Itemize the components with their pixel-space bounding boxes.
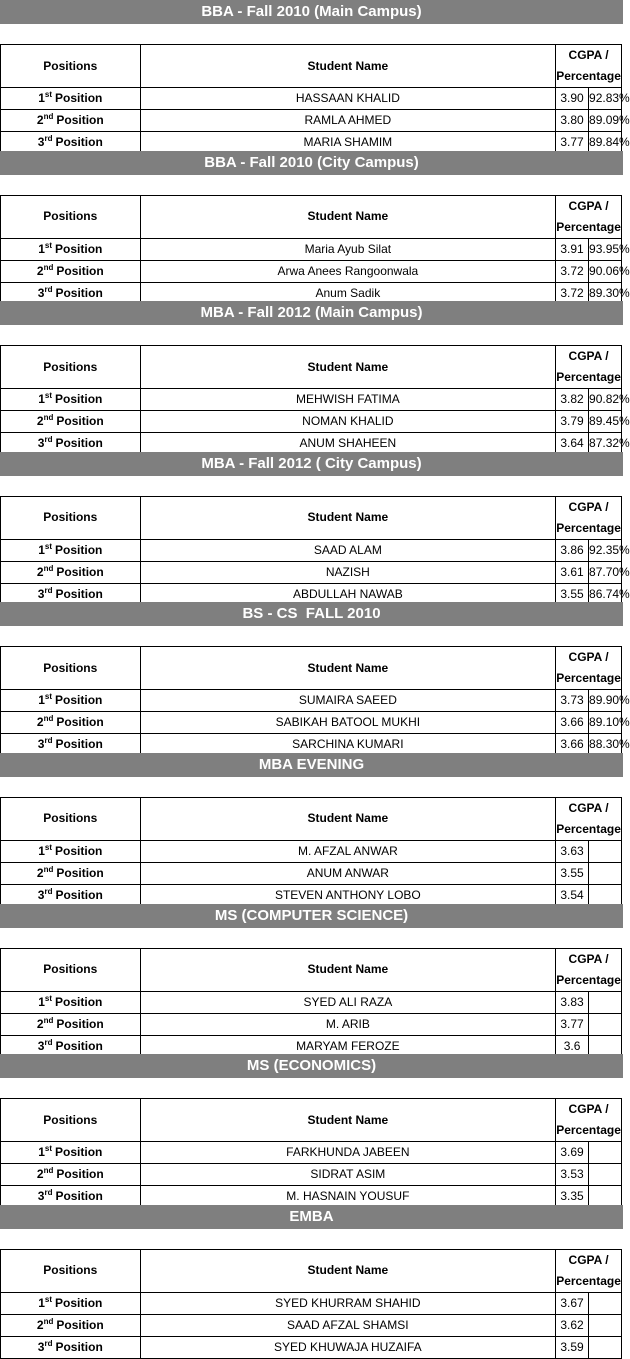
student-name: SUMAIRA SAEED [140,690,555,712]
student-name: SABIKAH BATOOL MUKHI [140,712,555,734]
section-bs-cs-fall-2010 [0,602,630,753]
position-suffix: nd [43,1015,54,1025]
position-word: Position [56,1167,104,1182]
position-number: 1 [38,241,45,256]
table-header-row [1,797,622,840]
section-bba-fall-2010-main-campus [0,0,630,151]
position-suffix: nd [43,864,54,874]
position-word: Position [55,737,103,752]
position-word: Position [56,113,104,127]
cgpa-value: 3.73 [556,690,589,712]
student-name-header: Student Name [140,948,555,991]
position-label [1,260,141,282]
table-header-row [1,1249,622,1292]
student-name: M. ARIB [140,1013,555,1035]
section-title: MS (ECONOMICS) [0,1054,623,1078]
percentage-value [589,862,622,884]
cgpa-value: 3.79 [556,411,589,433]
position-label [1,88,141,110]
position-number: 3 [37,586,45,601]
results-table [0,44,630,154]
position-number: 2 [36,1167,44,1182]
position-number: 1 [38,392,45,407]
position-number: 2 [36,1317,44,1332]
section-mba-fall-2012-city-campus [0,452,630,603]
percentage-value: 86.74% [589,583,622,605]
position-label [1,1314,141,1336]
position-suffix: nd [43,413,54,423]
position-label [1,1336,141,1358]
position-suffix: rd [44,886,53,896]
positions-header: Positions [1,45,141,88]
position-number: 1 [38,542,45,557]
position-suffix: rd [44,736,53,746]
position-suffix: st [44,842,53,852]
position-word: Position [55,994,103,1009]
positions-header: Positions [1,346,141,389]
table-row [1,840,622,862]
position-word: Position [55,586,103,601]
percentage-value: 89.10% [589,712,622,734]
position-label [1,539,141,561]
student-name: SAAD ALAM [140,539,555,561]
position-word: Position [55,285,103,300]
position-label [1,712,141,734]
table-row [1,260,622,282]
position-label [1,1142,141,1164]
percentage-value: 87.32% [589,433,622,455]
student-name: MEHWISH FATIMA [140,389,555,411]
cgpa-value: 3.55 [556,862,589,884]
student-name-header: Student Name [140,647,555,690]
table-header-row [1,1099,622,1142]
position-word: Position [56,865,104,880]
position-suffix: st [44,993,53,1003]
cgpa-value: 3.82 [556,389,589,411]
table-header-row [1,346,622,389]
results-table [0,797,622,907]
cgpa-value: 3.63 [556,840,589,862]
percentage-value: 88.30% [589,734,622,756]
student-name: Anum Sadik [140,282,555,304]
table-row [1,110,622,132]
student-name: ANUM SHAHEEN [140,433,555,455]
position-word: Position [56,1016,104,1031]
table-row [1,1142,622,1164]
cgpa-value: 3.69 [556,1142,589,1164]
position-number: 1 [38,91,45,105]
percentage-value: 90.06% [589,260,622,282]
cgpa-value: 3.61 [556,561,589,583]
table-row [1,1164,622,1186]
percentage-value: 89.09% [589,110,622,132]
table-row [1,88,622,110]
percentage-value: 89.84% [589,132,622,154]
section-title: MBA - Fall 2012 (Main Campus) [0,301,623,325]
table-row [1,238,622,260]
position-label [1,862,141,884]
position-suffix: rd [44,1338,53,1348]
student-name: SYED ALI RAZA [140,991,555,1013]
percentage-value [589,1142,622,1164]
student-name: HASSAAN KHALID [140,88,555,110]
table-row [1,1314,622,1336]
position-number: 1 [38,1145,45,1160]
cgpa-value: 3.72 [556,260,589,282]
cgpa-percentage-header: CGPA / Percentage [556,948,622,991]
section-title: MBA - Fall 2012 ( City Campus) [0,452,623,476]
student-name: Maria Ayub Silat [140,238,555,260]
position-suffix: st [44,1294,53,1304]
cgpa-percentage-header: CGPA / Percentage [556,346,622,389]
section-title: BS - CS FALL 2010 [0,602,623,626]
percentage-value: 89.30% [589,282,622,304]
position-word: Position [56,263,104,278]
position-number: 3 [37,436,45,451]
cgpa-percentage-header: CGPA / Percentage [556,45,622,88]
position-number: 2 [36,263,44,278]
position-number: 3 [37,887,45,902]
student-name: SYED KHURRAM SHAHID [140,1292,555,1314]
position-suffix: rd [44,1188,53,1198]
position-word: Position [55,1339,103,1354]
position-suffix: st [44,391,53,401]
table-header-row [1,948,622,991]
percentage-value: 93.95% [589,238,622,260]
cgpa-value: 3.59 [556,1336,589,1358]
cgpa-value: 3.77 [556,1013,589,1035]
student-name: SIDRAT ASIM [140,1164,555,1186]
section-bba-fall-2010-city-campus [0,151,630,302]
positions-header: Positions [1,496,141,539]
table-row [1,1336,622,1358]
position-word: Position [55,542,103,557]
position-number: 2 [36,113,44,127]
student-name: STEVEN ANTHONY LOBO [140,884,555,906]
cgpa-value: 3.64 [556,433,589,455]
student-name: FARKHUNDA JABEEN [140,1142,555,1164]
results-table [0,496,630,606]
percentage-value [589,1314,622,1336]
position-word: Position [55,135,103,149]
position-number: 2 [36,414,44,429]
table-row [1,1292,622,1314]
percentage-value: 87.70% [589,561,622,583]
percentage-value: 89.45% [589,411,622,433]
student-name-header: Student Name [140,195,555,238]
position-word: Position [56,1317,104,1332]
student-name-header: Student Name [140,797,555,840]
position-number: 2 [36,865,44,880]
position-number: 1 [38,843,45,858]
cgpa-value: 3.35 [556,1186,589,1208]
table-header-row [1,647,622,690]
position-label [1,1164,141,1186]
position-suffix: rd [44,134,53,143]
position-number: 3 [37,737,45,752]
cgpa-percentage-header: CGPA / Percentage [556,1249,622,1292]
table-row [1,862,622,884]
cgpa-value: 3.66 [556,712,589,734]
student-name: M. HASNAIN YOUSUF [140,1186,555,1208]
position-number: 3 [37,135,45,149]
positions-header: Positions [1,195,141,238]
student-name: NAZISH [140,561,555,583]
position-number: 2 [36,564,44,579]
student-name-header: Student Name [140,346,555,389]
student-name-header: Student Name [140,1099,555,1142]
table-row [1,411,622,433]
student-name: M. AFZAL ANWAR [140,840,555,862]
position-word: Position [55,91,103,105]
position-suffix: nd [43,1166,54,1176]
position-label [1,411,141,433]
position-label [1,991,141,1013]
percentage-value [589,1336,622,1358]
section-title: BBA - Fall 2010 (Main Campus) [0,0,623,24]
position-number: 1 [38,1295,45,1310]
student-name: SARCHINA KUMARI [140,734,555,756]
section-title: MS (COMPUTER SCIENCE) [0,904,623,928]
position-number: 3 [37,1339,45,1354]
results-table [0,646,630,756]
position-number: 1 [38,693,45,708]
position-suffix: rd [44,1037,53,1047]
results-table [0,948,622,1058]
position-label [1,1292,141,1314]
positions-header: Positions [1,1249,141,1292]
results-table [0,195,630,305]
student-name-header: Student Name [140,496,555,539]
student-name: ANUM ANWAR [140,862,555,884]
position-number: 3 [37,1038,45,1053]
section-ms-economics [0,1054,623,1205]
position-word: Position [56,414,104,429]
cgpa-value: 3.72 [556,282,589,304]
position-suffix: rd [44,284,53,294]
cgpa-value: 3.86 [556,539,589,561]
percentage-value [589,1013,622,1035]
position-word: Position [55,392,103,407]
student-name: RAMLA AHMED [140,110,555,132]
cgpa-percentage-header: CGPA / Percentage [556,195,622,238]
positions-header: Positions [1,647,141,690]
student-name: SYED KHUWAJA HUZAIFA [140,1336,555,1358]
results-table [0,1098,622,1208]
cgpa-value: 3.6 [556,1035,589,1057]
cgpa-value: 3.77 [556,132,589,154]
position-suffix: nd [43,262,54,272]
percentage-value: 92.35% [589,539,622,561]
position-word: Position [56,564,104,579]
position-suffix: rd [44,435,53,445]
position-number: 3 [37,285,45,300]
position-number: 1 [38,994,45,1009]
cgpa-value: 3.80 [556,110,589,132]
position-suffix: nd [43,563,54,573]
position-number: 2 [36,715,44,730]
cgpa-percentage-header: CGPA / Percentage [556,496,622,539]
positions-header: Positions [1,797,141,840]
section-mba-evening [0,753,623,904]
position-suffix: st [44,541,53,551]
cgpa-value: 3.55 [556,583,589,605]
section-title: MBA EVENING [0,753,623,777]
position-word: Position [55,241,103,256]
section-title: BBA - Fall 2010 (City Campus) [0,151,623,175]
percentage-value: 92.83% [589,88,622,110]
position-word: Position [55,693,103,708]
position-word: Position [56,715,104,730]
position-suffix: st [44,692,53,702]
position-number: 3 [37,1189,45,1204]
position-label [1,840,141,862]
cgpa-percentage-header: CGPA / Percentage [556,797,622,840]
section-title: EMBA [0,1205,623,1229]
position-word: Position [55,1189,103,1204]
table-row [1,991,622,1013]
cgpa-value: 3.54 [556,884,589,906]
position-label [1,389,141,411]
student-name: ABDULLAH NAWAB [140,583,555,605]
cgpa-value: 3.62 [556,1314,589,1336]
position-word: Position [55,1145,103,1160]
position-suffix: nd [43,112,54,121]
percentage-value: 89.90% [589,690,622,712]
position-suffix: nd [43,1316,54,1326]
percentage-value [589,1164,622,1186]
position-suffix: nd [43,714,54,724]
section-ms-computer-science [0,904,623,1055]
table-row [1,1013,622,1035]
results-table [0,345,630,455]
student-name-header: Student Name [140,1249,555,1292]
positions-header: Positions [1,1099,141,1142]
cgpa-value: 3.83 [556,991,589,1013]
percentage-value: 90.82% [589,389,622,411]
table-row [1,712,622,734]
student-name-header: Student Name [140,45,555,88]
table-header-row [1,496,622,539]
student-name: Arwa Anees Rangoonwala [140,260,555,282]
position-label [1,238,141,260]
position-suffix: st [44,1144,53,1154]
position-word: Position [55,1038,103,1053]
position-suffix: st [44,90,53,99]
cgpa-value: 3.67 [556,1292,589,1314]
position-label [1,110,141,132]
positions-header: Positions [1,948,141,991]
table-header-row [1,45,622,88]
cgpa-value: 3.91 [556,238,589,260]
position-suffix: rd [44,585,53,595]
section-emba [0,1205,623,1356]
table-row [1,561,622,583]
position-word: Position [55,887,103,902]
student-name: MARIA SHAMIM [140,132,555,154]
student-name: NOMAN KHALID [140,411,555,433]
student-name: SAAD AFZAL SHAMSI [140,1314,555,1336]
table-row [1,690,622,712]
table-row [1,539,622,561]
cgpa-percentage-header: CGPA / Percentage [556,647,622,690]
position-suffix: st [44,240,53,250]
cgpa-value: 3.53 [556,1164,589,1186]
percentage-value [589,991,622,1013]
position-label [1,561,141,583]
student-name: MARYAM FEROZE [140,1035,555,1057]
cgpa-percentage-header: CGPA / Percentage [556,1099,622,1142]
table-header-row [1,195,622,238]
results-table [0,1249,622,1359]
position-word: Position [55,436,103,451]
position-word: Position [55,843,103,858]
section-mba-fall-2012-main-campus [0,301,630,452]
percentage-value [589,840,622,862]
percentage-value [589,1292,622,1314]
position-number: 2 [36,1016,44,1031]
cgpa-value: 3.66 [556,734,589,756]
cgpa-value: 3.90 [556,88,589,110]
table-row [1,389,622,411]
position-word: Position [55,1295,103,1310]
position-label [1,1013,141,1035]
position-label [1,690,141,712]
